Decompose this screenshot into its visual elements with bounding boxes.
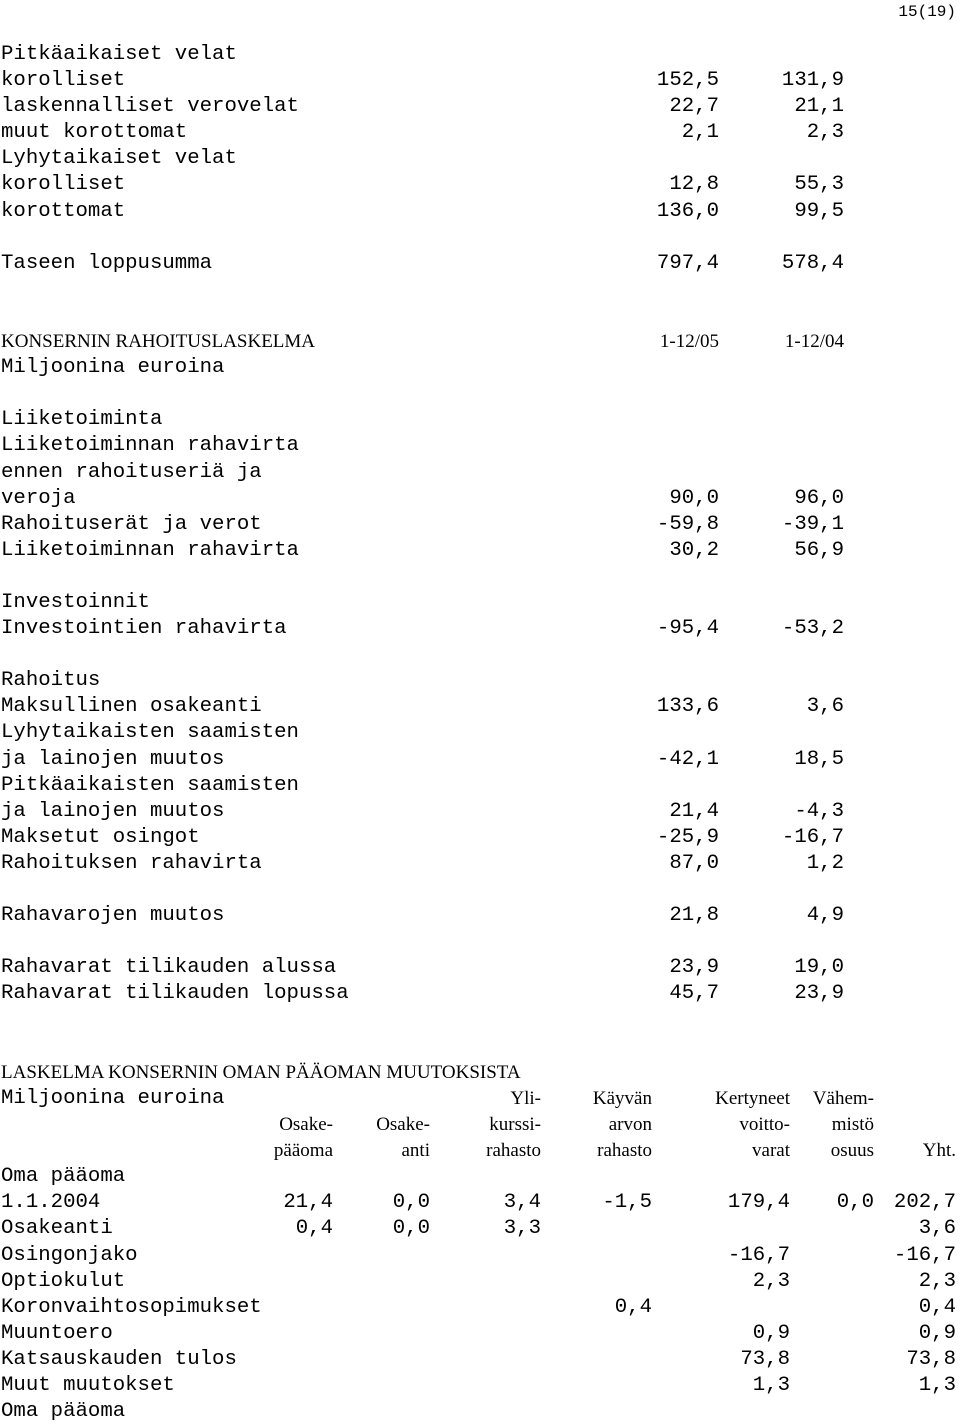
line-label: Taseen loppusumma — [1, 251, 213, 275]
value-previous: 55,3 — [794, 173, 844, 197]
value-previous: 56,9 — [794, 538, 844, 562]
line-label: veroja — [1, 486, 76, 510]
row-label: Oma pääoma — [1, 1165, 126, 1189]
line-label: Rahavarat tilikauden lopussa — [1, 982, 349, 1006]
cell: 2,3 — [918, 1269, 956, 1293]
period-previous: 1-12/04 — [784, 331, 844, 353]
value-current: -42,1 — [656, 747, 719, 771]
cell: pääoma — [273, 1140, 333, 1162]
line-label: Maksetut osingot — [1, 825, 200, 849]
line-label: Lyhytaikaisten saamisten — [1, 721, 299, 745]
row-label: Osakeanti — [1, 1217, 113, 1241]
row-label: Katsauskauden tulos — [1, 1347, 237, 1371]
value-current: 87,0 — [669, 851, 719, 875]
value-current: -59,8 — [656, 512, 719, 536]
line-label: Liiketoiminta — [1, 408, 163, 432]
line-label: Rahoitus — [1, 669, 101, 693]
value-current: 12,8 — [669, 173, 719, 197]
cell: 179,4 — [727, 1191, 790, 1215]
cell: Vähem- — [812, 1087, 874, 1109]
value-current: -25,9 — [656, 825, 719, 849]
value-current: 133,6 — [656, 695, 719, 719]
line-label: Maksullinen osakeanti — [1, 695, 262, 719]
value-previous: 19,0 — [794, 956, 844, 980]
value-previous: 2,3 — [806, 121, 844, 145]
cell: -16,7 — [727, 1243, 790, 1267]
value-previous: 578,4 — [781, 251, 844, 275]
cell: 73,8 — [740, 1347, 790, 1371]
value-previous: -16,7 — [781, 825, 844, 849]
cell: 0,0 — [836, 1191, 874, 1215]
line-label: muut korottomat — [1, 121, 188, 145]
cell: Kertyneet — [715, 1087, 790, 1109]
value-current: -95,4 — [656, 617, 719, 641]
cell: 0,4 — [295, 1217, 333, 1241]
value-current: 136,0 — [656, 199, 719, 223]
value-current: 152,5 — [656, 69, 719, 93]
value-current: 22,7 — [669, 95, 719, 119]
value-previous: 1,2 — [806, 851, 844, 875]
line-label: Pitkäaikaiset velat — [1, 43, 237, 66]
cell: Yht. — [922, 1140, 956, 1162]
cell: 202,7 — [893, 1191, 956, 1215]
cell: mistö — [831, 1114, 874, 1136]
cell: rahasto — [486, 1140, 541, 1162]
value-current: 2,1 — [681, 121, 719, 145]
value-current: 21,4 — [669, 799, 719, 823]
cell: 1,3 — [752, 1374, 790, 1398]
line-label: Lyhytaikaiset velat — [1, 147, 237, 171]
cell: Osake- — [279, 1114, 333, 1136]
line-label: Rahoituserät ja verot — [1, 512, 262, 536]
cell: Yli- — [510, 1087, 541, 1109]
cell: Käyvän — [592, 1087, 652, 1109]
value-previous: 131,9 — [781, 69, 844, 93]
line-label: Rahavarojen muutos — [1, 904, 225, 928]
cell: 0,9 — [752, 1321, 790, 1345]
line-label: Rahavarat tilikauden alussa — [1, 956, 337, 980]
value-current: 23,9 — [669, 956, 719, 980]
cell: 3,6 — [918, 1217, 956, 1241]
line-label: Pitkäaikaisten saamisten — [1, 773, 299, 797]
cell: -16,7 — [893, 1243, 956, 1267]
row-label: Optiokulut — [1, 1269, 126, 1293]
line-label: Liiketoiminnan rahavirta — [1, 434, 299, 458]
value-current: 45,7 — [669, 982, 719, 1006]
line-label: Miljoonina euroina — [1, 356, 225, 380]
value-previous: 4,9 — [806, 904, 844, 928]
value-previous: 3,6 — [806, 695, 844, 719]
cell: 21,4 — [283, 1191, 333, 1215]
row-label: Koronvaihtosopimukset — [1, 1295, 262, 1319]
cell: -1,5 — [602, 1191, 652, 1215]
value-previous: -53,2 — [781, 617, 844, 641]
cell: 3,3 — [503, 1217, 541, 1241]
line-label: Investointien rahavirta — [1, 617, 287, 641]
cell: anti — [401, 1140, 430, 1162]
cell: 3,4 — [503, 1191, 541, 1215]
cell: varat — [752, 1140, 790, 1162]
cell: 0,9 — [918, 1321, 956, 1345]
value-previous: -4,3 — [794, 799, 844, 823]
cell: Osake- — [376, 1114, 430, 1136]
line-label: laskennalliset verovelat — [1, 95, 299, 119]
line-label: ja lainojen muutos — [1, 747, 225, 771]
line-label: korolliset — [1, 69, 126, 93]
value-previous: 99,5 — [794, 199, 844, 223]
cell: arvon — [608, 1114, 652, 1136]
equity-title: LASKELMA KONSERNIN OMAN PÄÄOMAN MUUTOKSISTA — [1, 1061, 521, 1083]
cell: kurssi- — [489, 1114, 541, 1136]
cell: 1,3 — [918, 1374, 956, 1398]
line-label: ja lainojen muutos — [1, 799, 225, 823]
value-previous: 18,5 — [794, 747, 844, 771]
cell: 2,3 — [752, 1269, 790, 1293]
equity-subtitle: Miljoonina euroina — [1, 1086, 225, 1110]
row-label: Osingonjako — [1, 1243, 138, 1267]
value-current: 797,4 — [656, 251, 719, 275]
line-label: korolliset — [1, 173, 126, 197]
value-previous: 21,1 — [794, 95, 844, 119]
cell: voitto- — [739, 1114, 790, 1136]
row-label: Muut muutokset — [1, 1374, 175, 1398]
cell: 0,4 — [918, 1295, 956, 1319]
cell: 0,0 — [392, 1217, 430, 1241]
cell: osuus — [830, 1140, 874, 1162]
value-previous: 23,9 — [794, 982, 844, 1006]
period-current: 1-12/05 — [659, 331, 719, 353]
value-current: 90,0 — [669, 486, 719, 510]
line-label: Liiketoiminnan rahavirta — [1, 538, 299, 562]
line-label: ennen rahoituseriä ja — [1, 460, 262, 484]
cell: 0,4 — [614, 1295, 652, 1319]
cell: 73,8 — [906, 1347, 956, 1371]
cashflow-title: KONSERNIN RAHOITUSLASKELMA — [1, 331, 316, 353]
row-label: Muuntoero — [1, 1321, 113, 1345]
line-label: Rahoituksen rahavirta — [1, 851, 262, 875]
value-current: 30,2 — [669, 538, 719, 562]
cell: rahasto — [597, 1140, 652, 1162]
page-number: 15(19) — [898, 3, 956, 21]
value-previous: -39,1 — [781, 512, 844, 536]
value-previous: 96,0 — [794, 486, 844, 510]
row-label: 1.1.2004 — [1, 1191, 101, 1215]
line-label: Investoinnit — [1, 590, 150, 614]
value-current: 21,8 — [669, 904, 719, 928]
row-label: Oma pääoma — [1, 1400, 126, 1424]
cell: 0,0 — [392, 1191, 430, 1215]
line-label: korottomat — [1, 199, 126, 223]
